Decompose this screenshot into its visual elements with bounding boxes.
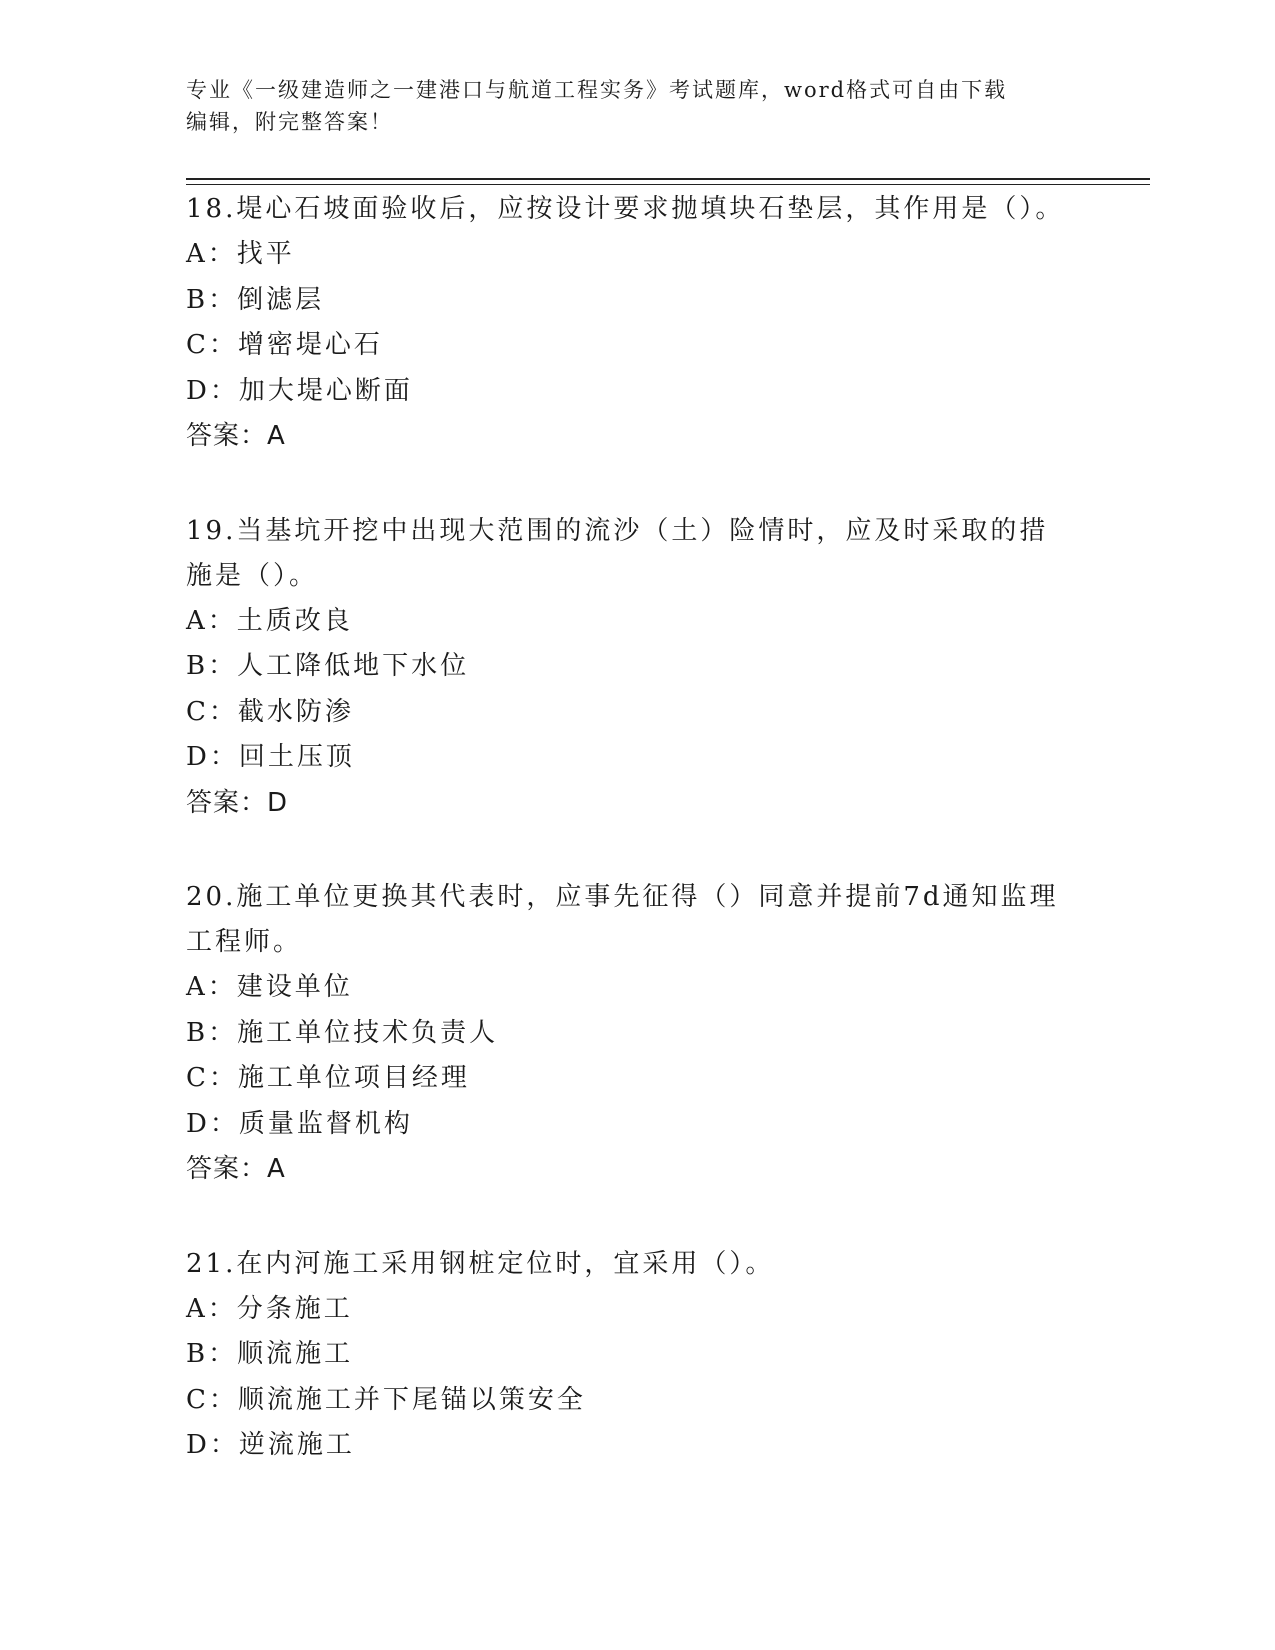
question-21 xyxy=(186,1242,1086,1469)
option-c: C：截水防渗 xyxy=(186,696,354,727)
answer: 答案：A xyxy=(186,1154,286,1184)
option-b: B：人工降低地下水位 xyxy=(186,651,470,681)
question-title: 19.当基坑开挖中出现大范围的流沙（土）险情时，应及时采取的措施是（）。 xyxy=(186,515,1049,591)
question-list xyxy=(186,187,1086,1469)
option-b: B：施工单位技术负责人 xyxy=(186,1017,499,1048)
option-c: C：顺流施工并下尾锚以策安全 xyxy=(186,1384,586,1415)
answer: 答案：A xyxy=(186,421,286,451)
header-divider xyxy=(186,178,1150,180)
option-d: D：回土压顶 xyxy=(186,742,355,772)
question-18 xyxy=(186,187,1086,460)
question-20 xyxy=(186,875,1086,1193)
question-title: 21.在内河施工采用钢桩定位时，宜采用（）。 xyxy=(186,1248,775,1279)
option-b: B：倒滤层 xyxy=(186,284,325,315)
option-d: D：逆流施工 xyxy=(186,1430,355,1460)
option-d: D：加大堤心断面 xyxy=(186,375,413,406)
header-line-2: 编辑，附完整答案！ xyxy=(186,110,393,134)
option-b: B：顺流施工 xyxy=(186,1339,354,1369)
option-c: C：施工单位项目经理 xyxy=(186,1063,470,1093)
header-divider-thin xyxy=(186,184,1150,185)
document-header xyxy=(186,74,1066,138)
option-a: A：分条施工 xyxy=(186,1293,353,1324)
header-line-1: 专业《一级建造师之一建港口与航道工程实务》考试题库，word格式可自由下载 xyxy=(186,78,1008,102)
answer: 答案：D xyxy=(186,787,289,818)
option-a: A：找平 xyxy=(186,239,295,269)
option-a: A：建设单位 xyxy=(186,972,353,1002)
question-19 xyxy=(186,509,1086,827)
option-a: A：土质改良 xyxy=(186,605,353,636)
question-title: 20.施工单位更换其代表时，应事先征得（）同意并提前7d通知监理工程师。 xyxy=(186,882,1059,957)
question-title: 18.堤心石坡面验收后，应按设计要求抛填块石垫层，其作用是（）。 xyxy=(186,194,1065,224)
option-d: D：质量监督机构 xyxy=(186,1108,413,1139)
option-c: C：增密堤心石 xyxy=(186,330,383,360)
